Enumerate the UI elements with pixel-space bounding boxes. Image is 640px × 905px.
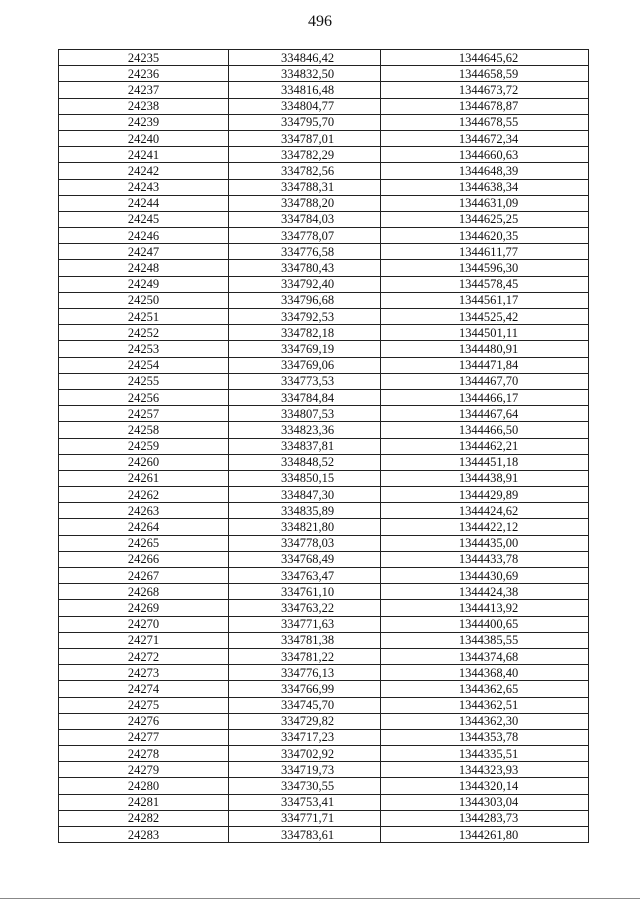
x-coordinate-cell: 334788,20 bbox=[229, 195, 381, 211]
y-coordinate-cell: 1344424,62 bbox=[381, 503, 589, 519]
y-coordinate-cell: 1344283,73 bbox=[381, 810, 589, 826]
table-row bbox=[59, 697, 589, 713]
point-id-cell: 24249 bbox=[59, 276, 229, 292]
y-coordinate-cell: 1344672,34 bbox=[381, 130, 589, 146]
y-coordinate-cell: 1344353,78 bbox=[381, 729, 589, 745]
y-coordinate-cell: 1344660,63 bbox=[381, 147, 589, 163]
x-coordinate-cell: 334763,47 bbox=[229, 568, 381, 584]
y-coordinate-cell: 1344467,70 bbox=[381, 373, 589, 389]
y-coordinate-cell: 1344645,62 bbox=[381, 50, 589, 66]
coordinates-table-body bbox=[59, 50, 589, 843]
point-id-cell: 24276 bbox=[59, 713, 229, 729]
x-coordinate-cell: 334773,53 bbox=[229, 373, 381, 389]
y-coordinate-cell: 1344362,65 bbox=[381, 681, 589, 697]
y-coordinate-cell: 1344430,69 bbox=[381, 568, 589, 584]
y-coordinate-cell: 1344648,39 bbox=[381, 163, 589, 179]
table-row bbox=[59, 713, 589, 729]
x-coordinate-cell: 334788,31 bbox=[229, 179, 381, 195]
y-coordinate-cell: 1344620,35 bbox=[381, 228, 589, 244]
y-coordinate-cell: 1344438,91 bbox=[381, 470, 589, 486]
x-coordinate-cell: 334835,89 bbox=[229, 503, 381, 519]
table-row bbox=[59, 195, 589, 211]
y-coordinate-cell: 1344335,51 bbox=[381, 746, 589, 762]
x-coordinate-cell: 334823,36 bbox=[229, 422, 381, 438]
table-row bbox=[59, 454, 589, 470]
x-coordinate-cell: 334702,92 bbox=[229, 746, 381, 762]
point-id-cell: 24243 bbox=[59, 179, 229, 195]
y-coordinate-cell: 1344525,42 bbox=[381, 309, 589, 325]
x-coordinate-cell: 334804,77 bbox=[229, 98, 381, 114]
x-coordinate-cell: 334850,15 bbox=[229, 470, 381, 486]
x-coordinate-cell: 334769,19 bbox=[229, 341, 381, 357]
y-coordinate-cell: 1344678,55 bbox=[381, 114, 589, 130]
x-coordinate-cell: 334784,03 bbox=[229, 211, 381, 227]
x-coordinate-cell: 334776,13 bbox=[229, 665, 381, 681]
point-id-cell: 24257 bbox=[59, 406, 229, 422]
point-id-cell: 24235 bbox=[59, 50, 229, 66]
point-id-cell: 24275 bbox=[59, 697, 229, 713]
y-coordinate-cell: 1344261,80 bbox=[381, 827, 589, 843]
point-id-cell: 24254 bbox=[59, 357, 229, 373]
point-id-cell: 24248 bbox=[59, 260, 229, 276]
point-id-cell: 24268 bbox=[59, 584, 229, 600]
point-id-cell: 24269 bbox=[59, 600, 229, 616]
point-id-cell: 24262 bbox=[59, 487, 229, 503]
x-coordinate-cell: 334792,53 bbox=[229, 309, 381, 325]
point-id-cell: 24256 bbox=[59, 389, 229, 405]
y-coordinate-cell: 1344451,18 bbox=[381, 454, 589, 470]
table-row bbox=[59, 632, 589, 648]
point-id-cell: 24237 bbox=[59, 82, 229, 98]
point-id-cell: 24245 bbox=[59, 211, 229, 227]
point-id-cell: 24273 bbox=[59, 665, 229, 681]
table-row bbox=[59, 551, 589, 567]
point-id-cell: 24255 bbox=[59, 373, 229, 389]
point-id-cell: 24253 bbox=[59, 341, 229, 357]
table-row bbox=[59, 130, 589, 146]
table-row bbox=[59, 406, 589, 422]
point-id-cell: 24271 bbox=[59, 632, 229, 648]
y-coordinate-cell: 1344578,45 bbox=[381, 276, 589, 292]
y-coordinate-cell: 1344678,87 bbox=[381, 98, 589, 114]
point-id-cell: 24279 bbox=[59, 762, 229, 778]
table-row bbox=[59, 600, 589, 616]
table-row bbox=[59, 762, 589, 778]
x-coordinate-cell: 334753,41 bbox=[229, 794, 381, 810]
point-id-cell: 24261 bbox=[59, 470, 229, 486]
y-coordinate-cell: 1344362,51 bbox=[381, 697, 589, 713]
x-coordinate-cell: 334821,80 bbox=[229, 519, 381, 535]
table-row bbox=[59, 163, 589, 179]
y-coordinate-cell: 1344303,04 bbox=[381, 794, 589, 810]
point-id-cell: 24263 bbox=[59, 503, 229, 519]
point-id-cell: 24265 bbox=[59, 535, 229, 551]
x-coordinate-cell: 334832,50 bbox=[229, 66, 381, 82]
table-row bbox=[59, 746, 589, 762]
point-id-cell: 24239 bbox=[59, 114, 229, 130]
table-row bbox=[59, 211, 589, 227]
x-coordinate-cell: 334778,07 bbox=[229, 228, 381, 244]
table-row bbox=[59, 147, 589, 163]
point-id-cell: 24242 bbox=[59, 163, 229, 179]
y-coordinate-cell: 1344374,68 bbox=[381, 648, 589, 664]
x-coordinate-cell: 334782,18 bbox=[229, 325, 381, 341]
x-coordinate-cell: 334848,52 bbox=[229, 454, 381, 470]
x-coordinate-cell: 334776,58 bbox=[229, 244, 381, 260]
table-row bbox=[59, 276, 589, 292]
y-coordinate-cell: 1344462,21 bbox=[381, 438, 589, 454]
point-id-cell: 24277 bbox=[59, 729, 229, 745]
x-coordinate-cell: 334782,29 bbox=[229, 147, 381, 163]
table-row bbox=[59, 179, 589, 195]
point-id-cell: 24266 bbox=[59, 551, 229, 567]
y-coordinate-cell: 1344625,25 bbox=[381, 211, 589, 227]
point-id-cell: 24270 bbox=[59, 616, 229, 632]
table-row bbox=[59, 487, 589, 503]
x-coordinate-cell: 334782,56 bbox=[229, 163, 381, 179]
x-coordinate-cell: 334792,40 bbox=[229, 276, 381, 292]
table-row bbox=[59, 341, 589, 357]
table-row bbox=[59, 357, 589, 373]
x-coordinate-cell: 334771,71 bbox=[229, 810, 381, 826]
y-coordinate-cell: 1344429,89 bbox=[381, 487, 589, 503]
table-row bbox=[59, 373, 589, 389]
x-coordinate-cell: 334766,99 bbox=[229, 681, 381, 697]
table-row bbox=[59, 648, 589, 664]
x-coordinate-cell: 334768,49 bbox=[229, 551, 381, 567]
y-coordinate-cell: 1344400,65 bbox=[381, 616, 589, 632]
x-coordinate-cell: 334778,03 bbox=[229, 535, 381, 551]
table-row bbox=[59, 616, 589, 632]
page-number: 496 bbox=[308, 13, 332, 30]
y-coordinate-cell: 1344471,84 bbox=[381, 357, 589, 373]
table-row bbox=[59, 82, 589, 98]
x-coordinate-cell: 334780,43 bbox=[229, 260, 381, 276]
point-id-cell: 24278 bbox=[59, 746, 229, 762]
y-coordinate-cell: 1344466,17 bbox=[381, 389, 589, 405]
table-row bbox=[59, 309, 589, 325]
x-coordinate-cell: 334781,38 bbox=[229, 632, 381, 648]
x-coordinate-cell: 334837,81 bbox=[229, 438, 381, 454]
y-coordinate-cell: 1344611,77 bbox=[381, 244, 589, 260]
point-id-cell: 24259 bbox=[59, 438, 229, 454]
point-id-cell: 24238 bbox=[59, 98, 229, 114]
point-id-cell: 24272 bbox=[59, 648, 229, 664]
y-coordinate-cell: 1344433,78 bbox=[381, 551, 589, 567]
x-coordinate-cell: 334745,70 bbox=[229, 697, 381, 713]
table-row bbox=[59, 519, 589, 535]
point-id-cell: 24251 bbox=[59, 309, 229, 325]
table-row bbox=[59, 665, 589, 681]
point-id-cell: 24244 bbox=[59, 195, 229, 211]
y-coordinate-cell: 1344480,91 bbox=[381, 341, 589, 357]
x-coordinate-cell: 334769,06 bbox=[229, 357, 381, 373]
table-row bbox=[59, 50, 589, 66]
point-id-cell: 24236 bbox=[59, 66, 229, 82]
table-row bbox=[59, 114, 589, 130]
x-coordinate-cell: 334795,70 bbox=[229, 114, 381, 130]
table-row bbox=[59, 98, 589, 114]
table-row bbox=[59, 66, 589, 82]
point-id-cell: 24252 bbox=[59, 325, 229, 341]
table-row bbox=[59, 794, 589, 810]
point-id-cell: 24274 bbox=[59, 681, 229, 697]
point-id-cell: 24247 bbox=[59, 244, 229, 260]
y-coordinate-cell: 1344631,09 bbox=[381, 195, 589, 211]
coordinates-table bbox=[58, 49, 589, 843]
y-coordinate-cell: 1344424,38 bbox=[381, 584, 589, 600]
x-coordinate-cell: 334771,63 bbox=[229, 616, 381, 632]
table-row bbox=[59, 438, 589, 454]
x-coordinate-cell: 334719,73 bbox=[229, 762, 381, 778]
table-row bbox=[59, 244, 589, 260]
table-row bbox=[59, 827, 589, 843]
table-row bbox=[59, 292, 589, 308]
point-id-cell: 24264 bbox=[59, 519, 229, 535]
x-coordinate-cell: 334781,22 bbox=[229, 648, 381, 664]
x-coordinate-cell: 334796,68 bbox=[229, 292, 381, 308]
page-bottom-rule bbox=[0, 898, 640, 899]
y-coordinate-cell: 1344385,55 bbox=[381, 632, 589, 648]
x-coordinate-cell: 334729,82 bbox=[229, 713, 381, 729]
point-id-cell: 24240 bbox=[59, 130, 229, 146]
point-id-cell: 24260 bbox=[59, 454, 229, 470]
x-coordinate-cell: 334787,01 bbox=[229, 130, 381, 146]
x-coordinate-cell: 334784,84 bbox=[229, 389, 381, 405]
y-coordinate-cell: 1344673,72 bbox=[381, 82, 589, 98]
point-id-cell: 24282 bbox=[59, 810, 229, 826]
table-row bbox=[59, 470, 589, 486]
point-id-cell: 24246 bbox=[59, 228, 229, 244]
point-id-cell: 24283 bbox=[59, 827, 229, 843]
point-id-cell: 24280 bbox=[59, 778, 229, 794]
point-id-cell: 24250 bbox=[59, 292, 229, 308]
table-row bbox=[59, 389, 589, 405]
y-coordinate-cell: 1344362,30 bbox=[381, 713, 589, 729]
x-coordinate-cell: 334783,61 bbox=[229, 827, 381, 843]
table-row bbox=[59, 568, 589, 584]
x-coordinate-cell: 334761,10 bbox=[229, 584, 381, 600]
table-row bbox=[59, 535, 589, 551]
x-coordinate-cell: 334807,53 bbox=[229, 406, 381, 422]
y-coordinate-cell: 1344638,34 bbox=[381, 179, 589, 195]
table-row bbox=[59, 228, 589, 244]
y-coordinate-cell: 1344596,30 bbox=[381, 260, 589, 276]
point-id-cell: 24281 bbox=[59, 794, 229, 810]
table-row bbox=[59, 325, 589, 341]
y-coordinate-cell: 1344658,59 bbox=[381, 66, 589, 82]
y-coordinate-cell: 1344435,00 bbox=[381, 535, 589, 551]
y-coordinate-cell: 1344501,11 bbox=[381, 325, 589, 341]
y-coordinate-cell: 1344561,17 bbox=[381, 292, 589, 308]
point-id-cell: 24241 bbox=[59, 147, 229, 163]
x-coordinate-cell: 334847,30 bbox=[229, 487, 381, 503]
y-coordinate-cell: 1344368,40 bbox=[381, 665, 589, 681]
table-row bbox=[59, 681, 589, 697]
table-row bbox=[59, 503, 589, 519]
x-coordinate-cell: 334763,22 bbox=[229, 600, 381, 616]
table-row bbox=[59, 729, 589, 745]
point-id-cell: 24258 bbox=[59, 422, 229, 438]
x-coordinate-cell: 334846,42 bbox=[229, 50, 381, 66]
y-coordinate-cell: 1344422,12 bbox=[381, 519, 589, 535]
table-row bbox=[59, 810, 589, 826]
table-row bbox=[59, 778, 589, 794]
y-coordinate-cell: 1344467,64 bbox=[381, 406, 589, 422]
x-coordinate-cell: 334816,48 bbox=[229, 82, 381, 98]
table-row bbox=[59, 422, 589, 438]
x-coordinate-cell: 334730,55 bbox=[229, 778, 381, 794]
y-coordinate-cell: 1344413,92 bbox=[381, 600, 589, 616]
x-coordinate-cell: 334717,23 bbox=[229, 729, 381, 745]
point-id-cell: 24267 bbox=[59, 568, 229, 584]
y-coordinate-cell: 1344466,50 bbox=[381, 422, 589, 438]
y-coordinate-cell: 1344323,93 bbox=[381, 762, 589, 778]
table-row bbox=[59, 584, 589, 600]
table-row bbox=[59, 260, 589, 276]
y-coordinate-cell: 1344320,14 bbox=[381, 778, 589, 794]
